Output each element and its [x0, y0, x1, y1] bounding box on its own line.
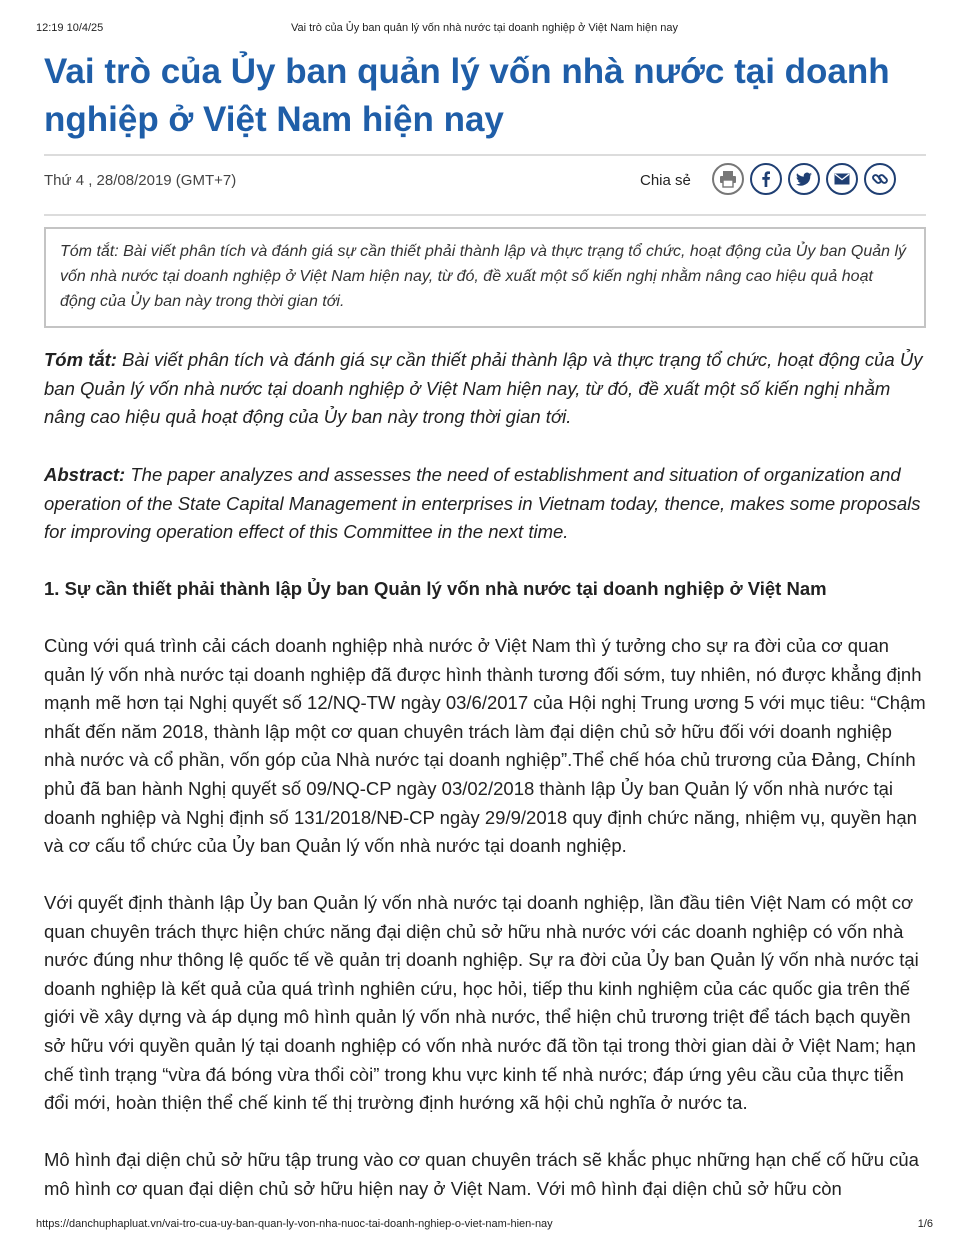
abstract-text: The paper analyzes and assesses the need of establishment and situation of organization and operation of the State Capital Management in enterprises in Vietnam today, thence, makes some proposals for improving operation effect of this Committee in the next time. — [44, 464, 921, 543]
share-label: Chia sẻ — [640, 172, 691, 189]
share-icons — [712, 163, 896, 195]
section-heading: 1. Sự cần thiết phải thành lập Ủy ban Quản lý vốn nhà nước tại doanh nghiệp ở Việt Nam — [44, 578, 827, 599]
print-icon[interactable] — [712, 163, 744, 195]
divider-top — [44, 154, 926, 156]
summary-box: Tóm tắt: Bài viết phân tích và đánh giá sự cần thiết phải thành lập và thực trạng tổ chức, hoạt động của Ủy ban Quản lý vốn nhà nước tại doanh nghiệp ở Việt Nam hiện nay, từ đó, đề xuất một số kiến nghị nhằm nâng cao hiệu quả hoạt động của Ủy ban này trong thời gian tới. — [44, 227, 926, 328]
facebook-icon[interactable] — [750, 163, 782, 195]
link-icon[interactable] — [864, 163, 896, 195]
summary-text: Bài viết phân tích và đánh giá sự cần thiết phải thành lập và thực trạng tổ chức, hoạt động của Ủy ban Quản lý vốn nhà nước tại doanh nghiệp ở Việt Nam hiện nay, từ đó, đề xuất một số kiến nghị nhằm nâng cao hiệu quả hoạt động của Ủy ban này trong thời gian tới. — [44, 349, 923, 428]
print-page-title: Vai trò của Ủy ban quản lý vốn nhà nước tại doanh nghiệp ở Việt Nam hiện nay — [290, 22, 679, 34]
article-date: Thứ 4 , 28/08/2019 (GMT+7) — [44, 172, 237, 189]
abstract-paragraph — [44, 461, 926, 547]
summary-paragraph — [44, 346, 926, 432]
print-header — [36, 22, 933, 36]
body-paragraph-2: Với quyết định thành lập Ủy ban Quản lý vốn nhà nước tại doanh nghiệp, lần đầu tiên Việt Nam có một cơ quan chuyên trách thực hiện chức năng đại diện chủ sở hữu nhà nước với các doanh nghiệp có vốn nhà nước đúng như thông lệ quốc tế về quản trị doanh nghiệp. Sự ra đời của Ủy ban Quản lý vốn nhà nước tại doanh nghiệp là kết quả của quá trình nghiên cứu, học hỏi, tiếp thu kinh nghiệm của các quốc gia trên thế giới về xây dựng và áp dụng mô hình quản lý vốn nhà nước, thể hiện chủ trương triệt để tách bạch quyền sở hữu với quyền quản lý tại doanh nghiệp có vốn nhà nước đã tồn tại trong thời gian dài ở Việt Nam; hạn chế tình trạng “vừa đá bóng vừa thổi còi” trong khu vực kinh tế nhà nước; đáp ứng yêu cầu của thực tiễn đổi mới, hoàn thiện thể chế kinh tế thị trường định hướng xã hội chủ nghĩa ở nước ta. — [44, 892, 919, 1114]
article-title: Vai trò của Ủy ban quản lý vốn nhà nước tại doanh nghiệp ở Việt Nam hiện nay — [44, 52, 890, 139]
divider-meta — [44, 214, 926, 216]
email-icon[interactable] — [826, 163, 858, 195]
print-page-number: 1/6 — [917, 1218, 933, 1230]
abstract-label: Abstract: — [44, 464, 126, 485]
print-footer — [36, 1218, 933, 1232]
twitter-icon[interactable] — [788, 163, 820, 195]
body-paragraph-3: Mô hình đại diện chủ sở hữu tập trung vào cơ quan chuyên trách sẽ khắc phục những hạn chế cố hữu của mô hình cơ quan đại diện chủ sở hữu hiện nay ở Việt Nam. Với mô hình đại diện chủ sở hữu còn — [44, 1149, 919, 1199]
body-paragraph-1: Cùng với quá trình cải cách doanh nghiệp nhà nước ở Việt Nam thì ý tưởng cho sự ra đời của cơ quan quản lý vốn nhà nước tại doanh nghiệp đã được hình thành tương đối sớm, tuy nhiên, nó được khẳng định mạnh mẽ hơn tại Nghị quyết số 12/NQ-TW ngày 03/6/2017 của Hội nghị Trung ương 5 với mục tiêu: “Chậm nhất đến năm 2018, thành lập một cơ quan chuyên trách làm đại diện chủ sở hữu đối với doanh nghiệp nhà nước và cổ phần, vốn góp của Nhà nước tại doanh nghiệp”.Thể chế hóa chủ trương của Đảng, Chính phủ đã ban hành Nghị quyết số 09/NQ-CP ngày 03/02/2018 thành lập Ủy ban Quản lý vốn nhà nước tại doanh nghiệp và Nghị định số 131/2018/NĐ-CP ngày 29/9/2018 quy định chức năng, nhiệm vụ, quyền hạn và cơ cấu tổ chức của Ủy ban Quản lý vốn nhà nước tại doanh nghiệp. — [44, 635, 926, 857]
summary-label: Tóm tắt: — [44, 349, 117, 370]
print-timestamp: 12:19 10/4/25 — [36, 22, 104, 34]
print-url: https://danchuphapluat.vn/vai-tro-cua-uy-ban-quan-ly-von-nha-nuoc-tai-doanh-nghiep-o-viet-nam-hien-nay — [36, 1218, 553, 1230]
